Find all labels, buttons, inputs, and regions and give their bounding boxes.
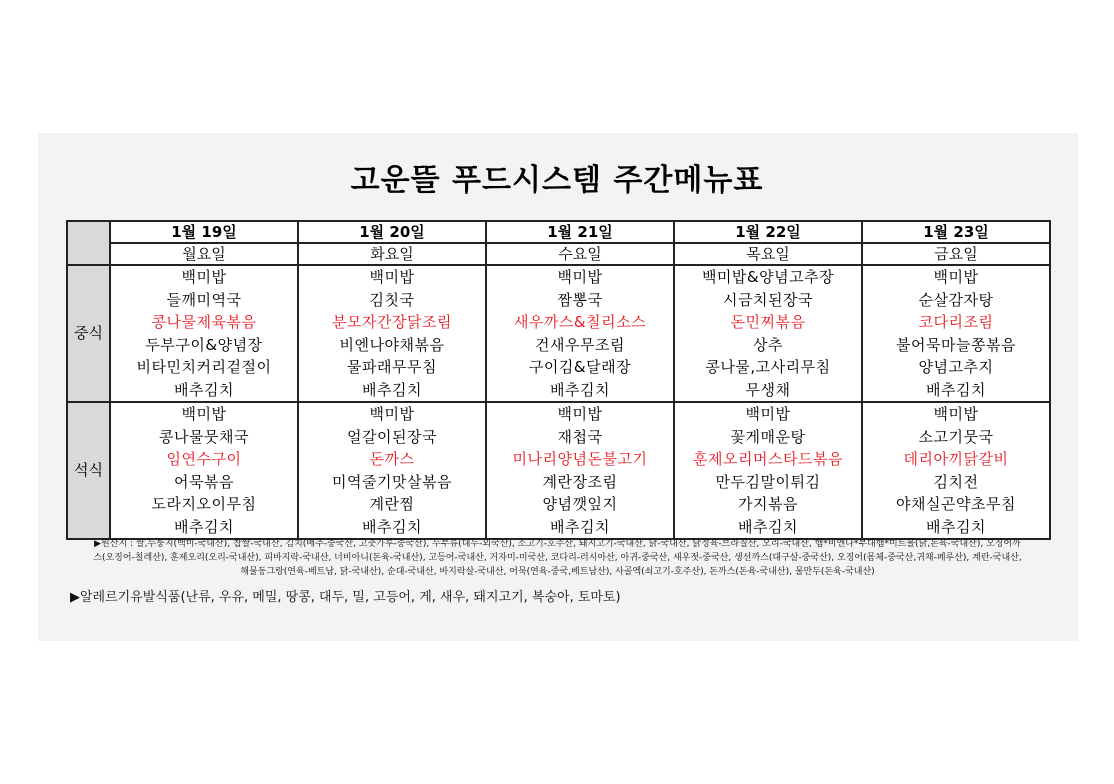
main-dish: 분모자간장닭조림 xyxy=(332,313,452,331)
main-dish: 미나리양념돈불고기 xyxy=(512,450,648,468)
dish-item: 도라지오이무침 xyxy=(151,495,257,513)
date-cell: 1월 22일 xyxy=(674,221,862,243)
weekday-cell: 금요일 xyxy=(862,243,1050,265)
main-dish: 돈까스 xyxy=(369,450,415,468)
dinner-row xyxy=(67,402,1050,539)
dish-item: 계란장조림 xyxy=(542,472,618,491)
date-cell: 1월 20일 xyxy=(298,221,486,243)
dish-item: 만두김말이튀김 xyxy=(715,472,821,491)
dish-item: 양념고추지 xyxy=(918,358,994,376)
date-cell: 1월 19일 xyxy=(110,221,298,243)
origin-line: 해물동그랑(연육-베트남, 닭-국내산), 순대-국내산, 바지락살-국내산, 어묵(연육-중국,베트남산), 사골엑(쇠고기-호주산), 돈까스(돈육-국내산), 물만두(돈육-국내산) xyxy=(240,567,875,577)
dish-item: 백미밥 xyxy=(557,405,603,423)
origin-line: 스(오징어-칠레산), 훈제오리(오리-국내산), 피바지락-국내산, 너비아니(돈육-국내산), 고등어-국내산, 거자미-미국산, 코다리-러시아산, 아귀-중국산, 새우젓-중국산, 생선까스(대구살-중국산), 오징어(몸체-중국산,귀채-페루산), 계란-국내산, xyxy=(93,553,1022,563)
weekly-menu-table xyxy=(66,220,1051,540)
dish-item: 백미밥 xyxy=(745,405,791,423)
dish-item: 구이김&달래장 xyxy=(528,358,632,376)
page-title: 고운뜰 푸드시스템 주간메뉴표 xyxy=(350,163,764,198)
header-corner xyxy=(67,221,110,265)
origin-notice xyxy=(66,537,1049,579)
dish-item: 두부구이&양념장 xyxy=(145,335,263,354)
lunch-row xyxy=(67,265,1050,402)
dish-item: 배추김치 xyxy=(362,380,422,399)
dish-item: 백미밥 xyxy=(933,405,979,423)
dish-item: 콩나물뭇채국 xyxy=(159,427,249,446)
dinner-cell xyxy=(862,402,1050,539)
main-dish: 훈제오리머스타드볶음 xyxy=(693,450,843,468)
allergy-notice: ▶알레르기유발식품(난류, 우유, 메밀, 땅콩, 대두, 밀, 고등어, 게, 새우, 돼지고기, 복숭아, 토마토) xyxy=(70,590,621,605)
lunch-cell xyxy=(298,265,486,402)
dish-item: 짬뽕국 xyxy=(557,290,603,309)
dish-item: 백미밥 xyxy=(181,268,227,286)
dish-item: 건새우무조림 xyxy=(535,335,625,354)
dish-item: 무생채 xyxy=(745,380,791,399)
dish-item: 배추김치 xyxy=(362,517,422,536)
dish-item: 김치전 xyxy=(933,472,979,491)
weekday-cell: 수요일 xyxy=(486,243,674,265)
dish-item: 백미밥&양념고추장 xyxy=(701,268,835,286)
dish-item: 계란찜 xyxy=(369,495,415,513)
lunch-cell xyxy=(674,265,862,402)
main-dish: 데리아끼닭갈비 xyxy=(903,450,1009,468)
dish-item: 양념깻잎지 xyxy=(542,495,618,513)
dish-item: 상추 xyxy=(753,335,783,354)
dinner-cell xyxy=(298,402,486,539)
lunch-cell xyxy=(486,265,674,402)
dish-item: 비타민치커리겉절이 xyxy=(136,358,272,376)
main-dish: 코다리조림 xyxy=(918,313,994,331)
dish-item: 백미밥 xyxy=(557,268,603,286)
main-dish: 돈민찌볶음 xyxy=(730,313,806,331)
main-dish: 임연수구이 xyxy=(166,450,242,468)
lunch-label: 중식 xyxy=(67,265,110,402)
date-cell: 1월 21일 xyxy=(486,221,674,243)
dinner-label: 석식 xyxy=(67,402,110,539)
weekday-cell: 화요일 xyxy=(298,243,486,265)
dish-item: 배추김치 xyxy=(926,517,986,536)
dish-item: 백미밥 xyxy=(181,405,227,423)
lunch-cell xyxy=(110,265,298,402)
dish-item: 배추김치 xyxy=(738,517,798,536)
dish-item: 어묵볶음 xyxy=(174,472,234,491)
dish-item: 불어묵마늘쫑볶음 xyxy=(896,335,1016,354)
dish-item: 배추김치 xyxy=(926,380,986,399)
dinner-cell xyxy=(110,402,298,539)
dish-item: 가지볶음 xyxy=(738,495,798,513)
main-dish: 새우까스&칠리소스 xyxy=(513,313,647,331)
dish-item: 미역줄기맛살볶음 xyxy=(332,472,452,491)
dish-item: 백미밥 xyxy=(933,268,979,286)
dish-item: 백미밥 xyxy=(369,268,415,286)
dish-item: 순살감자탕 xyxy=(918,290,994,309)
dish-item: 얼갈이된장국 xyxy=(347,427,437,446)
origin-line: ▶원산지 : 쌀,누룽지(백미-국내산), 찹쌀-국내산, 김치(배추-중국산, 고춧가루-중국산), 두부류(대두-외국산), 소고기-호주산, 돼지고기-국내산, 닭-국내산, 닭정육-브라질산, 오리-국내산, 햄*비엔나*부대햄*미트볼(닭,돈육-국내산), 오징어까 xyxy=(94,539,1021,549)
lunch-cell xyxy=(862,265,1050,402)
weekday-cell: 월요일 xyxy=(110,243,298,265)
dish-item: 시금치된장국 xyxy=(723,290,813,309)
date-cell: 1월 23일 xyxy=(862,221,1050,243)
dish-item: 야채실곤약초무침 xyxy=(896,495,1016,513)
dish-item: 꽃게매운탕 xyxy=(730,427,806,446)
dish-item: 콩나물,고사리무침 xyxy=(705,358,831,376)
dish-item: 들깨미역국 xyxy=(166,290,242,309)
dish-item: 재첩국 xyxy=(557,427,603,446)
dish-item: 배추김치 xyxy=(550,517,610,536)
dish-item: 백미밥 xyxy=(369,405,415,423)
dish-item: 배추김치 xyxy=(550,380,610,399)
date-row xyxy=(67,221,1050,243)
dinner-cell xyxy=(486,402,674,539)
main-dish: 콩나물제육볶음 xyxy=(151,313,257,331)
weekday-cell: 목요일 xyxy=(674,243,862,265)
dish-item: 비엔나야채볶음 xyxy=(339,335,445,354)
weekday-row xyxy=(67,243,1050,265)
dish-item: 김칫국 xyxy=(369,290,415,309)
dish-item: 배추김치 xyxy=(174,380,234,399)
dinner-cell xyxy=(674,402,862,539)
dish-item: 배추김치 xyxy=(174,517,234,536)
dish-item: 소고기뭇국 xyxy=(918,427,994,446)
dish-item: 물파래무무침 xyxy=(347,358,437,376)
